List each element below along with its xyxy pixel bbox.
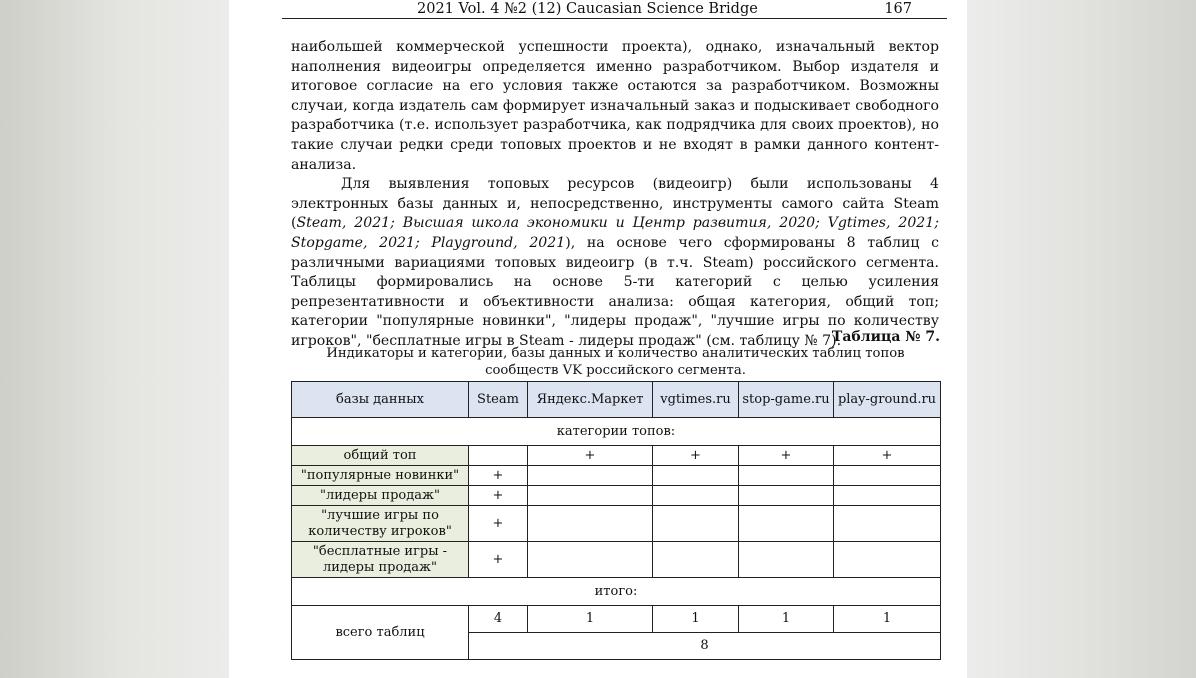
table-cell: + [469, 486, 528, 506]
table-row [292, 466, 941, 486]
table-cell [469, 446, 528, 466]
paragraph-2-end: ), на основе чего сформированы 8 таблиц с различными вариациями топовых видеоигр (в т.ч. Steam) российского сегмента. Таблицы формировались на основе 5-ти категорий с целью усиления репрезентативности и объективности анализа: общая категория, общий топ; категории "популярные новинки", "лидеры продаж", "лучшие игры по количеству игроков", "бесплатные игры в Steam - лидеры продаж" (см. таблицу № 7). [291, 234, 939, 349]
total-cell: 1 [739, 606, 834, 633]
table-cell: + [653, 446, 739, 466]
table-cell [653, 466, 739, 486]
section-total: итого: [292, 578, 941, 606]
table-cell: + [469, 466, 528, 486]
total-label: всего таблиц [292, 606, 469, 660]
col-header-yandex: Яндекс.Маркет [528, 382, 653, 418]
table-cell [528, 506, 653, 542]
table-header-row [292, 382, 941, 418]
section-row [292, 578, 941, 606]
row-label: "лидеры продаж" [292, 486, 469, 506]
total-cell: 1 [528, 606, 653, 633]
col-header-steam: Steam [469, 382, 528, 418]
table-cell [739, 506, 834, 542]
journal-page [229, 0, 967, 678]
total-cell: 4 [469, 606, 528, 633]
col-header-databases: базы данных [292, 382, 469, 418]
row-label: общий топ [292, 446, 469, 466]
body-text [291, 38, 939, 352]
table-cell [739, 466, 834, 486]
table-cell: + [739, 446, 834, 466]
col-header-vgtimes: vgtimes.ru [653, 382, 739, 418]
paragraph-1: наибольшей коммерческой успешности проекта), однако, изначальный вектор наполнения видеоигры определяется именно разработчиком. Выбор издателя и итоговое согласие на его условия также остаются за разработчиком. Возможны случаи, когда издатель сам формирует изначальный заказ и подыскивает свободного разработчика (т.е. использует разработчика, как подрядчика для своих проектов), но такие случаи редки среди топовых проектов и не входят в рамки данного контент-анализа. [291, 39, 939, 173]
data-table [291, 381, 941, 660]
running-header [282, 0, 947, 19]
table-cell [653, 486, 739, 506]
section-row [292, 418, 941, 446]
paragraph-2-start: Для выявления топовых ресурсов (видеоигр) были использованы 4 электронных базы данных и, непосредственно, инструменты самого сайта Steam ( [291, 176, 939, 232]
table-cell [834, 506, 941, 542]
page-number: 167 [884, 1, 912, 17]
citation: Steam, 2021; Высшая школа экономики и Центр развития, 2020; Vgtimes, 2021; Stopgame, 2021; Playground, 2021 [291, 215, 939, 251]
table-row [292, 506, 941, 542]
table-cell [739, 486, 834, 506]
table-cell [834, 466, 941, 486]
table-cell [528, 486, 653, 506]
table-cell [739, 542, 834, 578]
journal-title: 2021 Vol. 4 №2 (12) Caucasian Science Bridge [417, 1, 758, 17]
table-cell: + [528, 446, 653, 466]
col-header-stopgame: stop-game.ru [739, 382, 834, 418]
table-row [292, 446, 941, 466]
row-label: "лучшие игры по количеству игроков" [292, 506, 469, 542]
row-label: "популярные новинки" [292, 466, 469, 486]
paragraph-2 [291, 175, 939, 351]
total-cell: 1 [653, 606, 739, 633]
table-row [292, 486, 941, 506]
table-cell [653, 506, 739, 542]
table-label: Таблица № 7. [831, 329, 940, 345]
row-label: "бесплатные игры - лидеры продаж" [292, 542, 469, 578]
table-cell [834, 486, 941, 506]
table-cell [528, 466, 653, 486]
table-cell: + [469, 506, 528, 542]
table-row [292, 542, 941, 578]
table-cell: + [834, 446, 941, 466]
table-cell [834, 542, 941, 578]
table-cell [653, 542, 739, 578]
grand-total: 8 [469, 633, 941, 660]
table-caption: Индикаторы и категории, базы данных и количество аналитических таблиц топов сообществ VK российского сегмента. [326, 346, 905, 378]
section-categories: категории топов: [292, 418, 941, 446]
col-header-playground: play-ground.ru [834, 382, 941, 418]
table-cell: + [469, 542, 528, 578]
total-cell: 1 [834, 606, 941, 633]
table-cell [528, 542, 653, 578]
total-row [292, 606, 941, 633]
